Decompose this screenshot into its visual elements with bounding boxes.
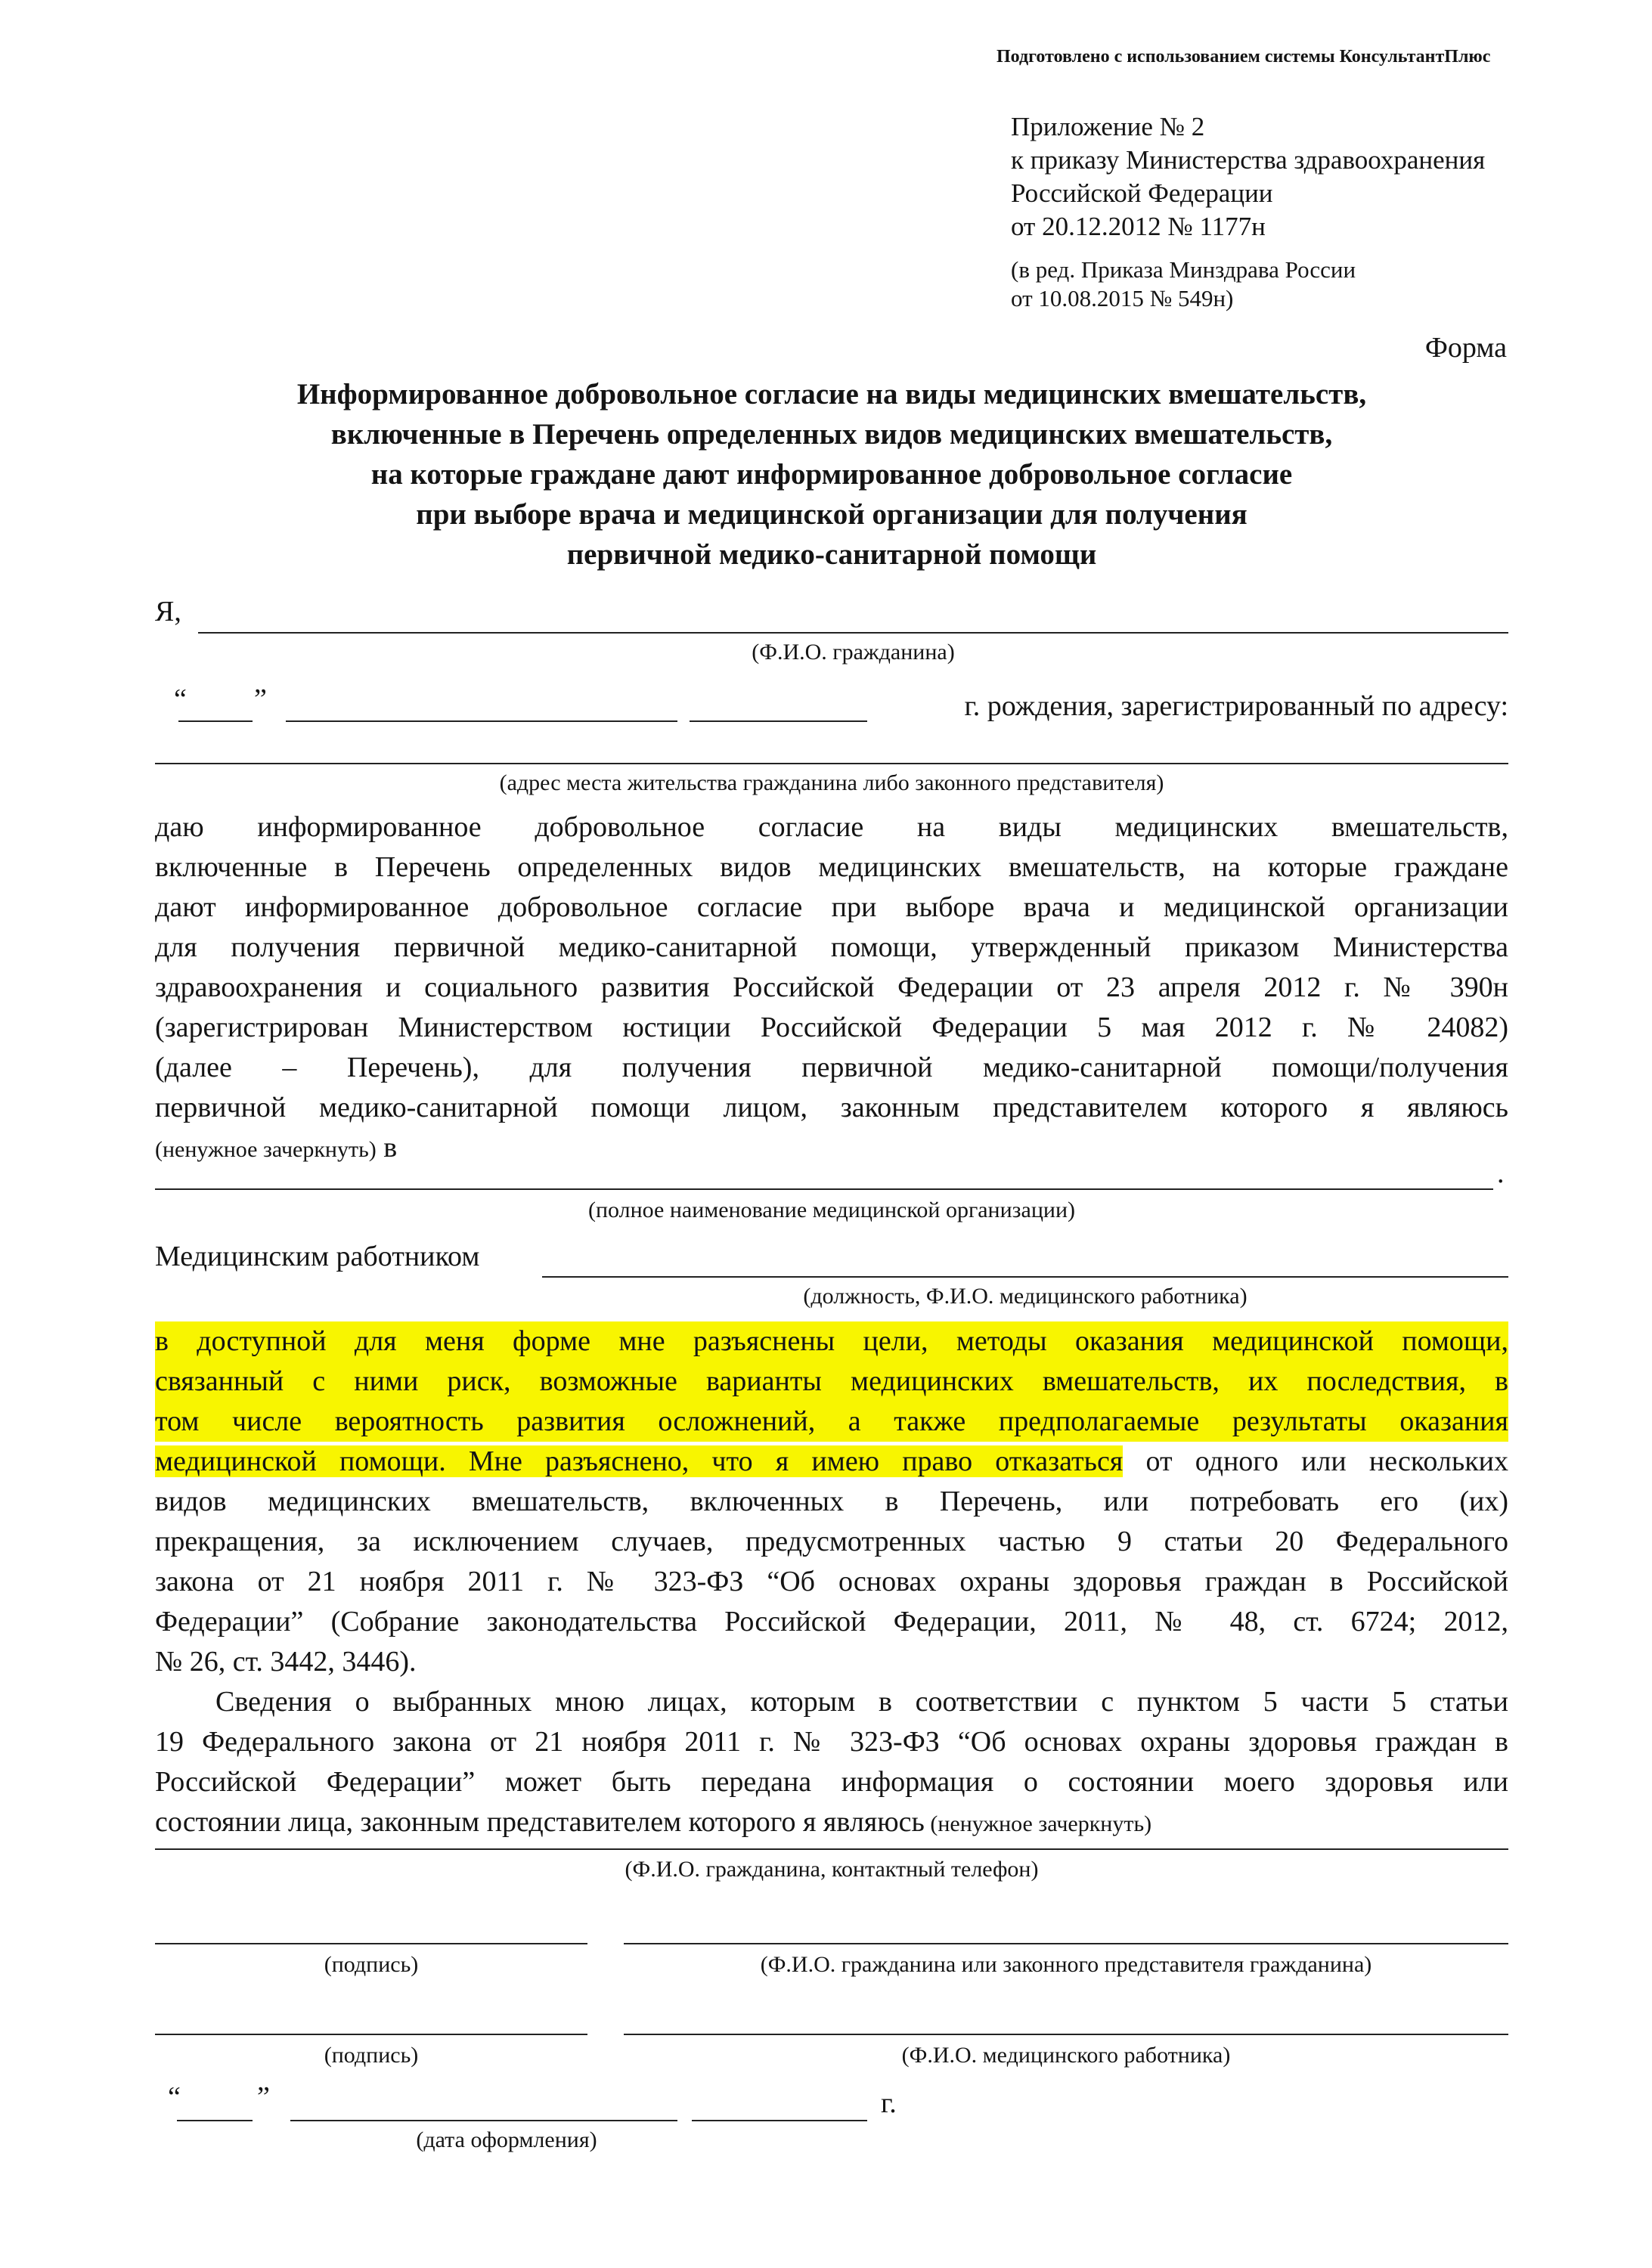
birth-year-line[interactable]: [690, 720, 867, 722]
paragraph-line: [155, 1128, 1508, 1168]
citizen-name-line[interactable]: [624, 1943, 1508, 1944]
paragraph-tail: в: [376, 1132, 398, 1163]
appendix-line: Приложение № 2: [1011, 112, 1205, 141]
address-caption: (адрес места жительства гражданина либо законного представителя): [499, 770, 1164, 795]
appendix-line: Российской Федерации: [1011, 178, 1273, 208]
citizen-signature-line[interactable]: [155, 1943, 587, 1944]
date-day-line[interactable]: [177, 2120, 253, 2121]
paragraph-fragment: Сведения о выбранных мною лицах, которым в соответствии с пунктом 5 части 5 статьи: [215, 1686, 1508, 1718]
paragraph-line: включенные в Перечень определенных видов медицинских вмешательств, на которые граждане: [155, 851, 1508, 883]
i-prefix: Я,: [155, 596, 181, 627]
paragraph-line: 19 Федерального закона от 21 ноября 2011 г. № 323-ФЗ “Об основах охраны здоровья граждан в: [155, 1726, 1508, 1758]
form-label: Форма: [1424, 332, 1507, 364]
paragraph-line: для получения первичной медико-санитарной помощи, утвержденный приказом Министерства: [155, 931, 1508, 963]
highlighted-fragment: медицинской помощи. Мне разъяснено, что я имею право отказаться: [155, 1445, 1124, 1477]
title-line: Информированное добровольное согласие на виды медицинских вмешательств,: [296, 378, 1367, 411]
signature-caption: (подпись): [324, 2043, 419, 2068]
explanation-paragraph: [155, 1321, 1508, 1682]
date-quote-open: “: [168, 2081, 181, 2113]
fio-caption: (Ф.И.О. гражданина): [752, 640, 955, 665]
consultant-header: [996, 47, 1490, 67]
organization-caption: (полное наименование медицинской организации): [587, 1198, 1075, 1222]
paragraph-line: [155, 1442, 1508, 1482]
address-input-line[interactable]: [155, 763, 1508, 764]
strike-note: (ненужное зачеркнуть): [155, 1137, 377, 1162]
consent-paragraph: [155, 807, 1508, 1168]
contact-input-line[interactable]: [155, 1848, 1508, 1850]
title-line: первичной медико-санитарной помощи: [566, 538, 1097, 571]
edition-note: [1011, 256, 1356, 313]
signature-caption: (подпись): [324, 1952, 419, 1977]
medworker-name-caption: (Ф.И.О. медицинского работника): [901, 2043, 1231, 2068]
paragraph-fragment: от одного или нескольких: [1123, 1445, 1508, 1477]
appendix-block: [1011, 110, 1485, 243]
prepared-prefix: Подготовлено с использованием системы: [996, 47, 1340, 67]
organization-dot: .: [1497, 1157, 1505, 1189]
paragraph-line: первичной медико-санитарной помощи лицом, законным представителем которого я являюсь: [155, 1092, 1508, 1123]
strike-note: (ненужное зачеркнуть): [924, 1811, 1152, 1836]
title-line: на которые граждане дают информированное добровольное согласие: [370, 458, 1293, 491]
paragraph-line: № 26, ст. 3442, 3446).: [155, 1646, 417, 1678]
edition-line: (в ред. Приказа Минздрава России: [1011, 256, 1356, 283]
title-line: включенные в Перечень определенных видов медицинских вмешательств,: [330, 418, 1333, 451]
medworker-input-line[interactable]: [542, 1276, 1508, 1278]
paragraph-line: Российской Федерации” может быть передана информация о состоянии моего здоровья или: [155, 1766, 1508, 1798]
paragraph-line: видов медицинских вмешательств, включенных в Перечень, или потребовать его (их): [155, 1486, 1508, 1517]
paragraph-line: закона от 21 ноября 2011 г. № 323-ФЗ “Об основах охраны здоровья граждан в Российской: [155, 1566, 1508, 1597]
paragraph-line: (далее – Перечень), для получения первичной медико-санитарной помощи/получения: [155, 1052, 1508, 1083]
paragraph-line: здравоохранения и социального развития Российской Федерации от 23 апреля 2012 г. № 390н: [155, 971, 1508, 1003]
birth-quote-close: ”: [254, 683, 267, 715]
birth-day-line[interactable]: [178, 720, 253, 722]
appendix-line: к приказу Министерства здравоохранения: [1011, 145, 1486, 175]
date-caption: (дата оформления): [416, 2127, 597, 2152]
document-title: [113, 374, 1550, 575]
paragraph-fragment: состоянии лица, законным представителем которого я являюсь: [155, 1806, 925, 1838]
paragraph-line: Федерации” (Собрание законодательства Российской Федерации, 2011, № 48, ст. 6724; 2012,: [155, 1606, 1508, 1637]
date-year-line[interactable]: [692, 2120, 867, 2121]
citizen-name-caption: (Ф.И.О. гражданина или законного представителя гражданина): [760, 1952, 1372, 1977]
prepared-brand: КонсультантПлюс: [1339, 47, 1491, 67]
date-quote-close: ”: [257, 2081, 270, 2113]
contact-caption: (Ф.И.О. гражданина, контактный телефон): [625, 1857, 1039, 1882]
date-month-line[interactable]: [290, 2120, 677, 2121]
year-suffix: г.: [881, 2087, 897, 2119]
title-line: при выборе врача и медицинской организации для получения: [416, 498, 1248, 531]
birth-month-line[interactable]: [286, 720, 677, 722]
appendix-line: от 20.12.2012 № 1177н: [1011, 212, 1266, 241]
paragraph-line: даю информированное добровольное согласие на виды медицинских вмешательств,: [155, 811, 1508, 843]
birth-quote-open: “: [174, 683, 187, 715]
organization-input-line[interactable]: [155, 1188, 1493, 1190]
medworker-caption: (должность, Ф.И.О. медицинского работника): [803, 1284, 1248, 1309]
medworker-name-line[interactable]: [624, 2034, 1508, 2035]
medworker-signature-line[interactable]: [155, 2034, 587, 2035]
paragraph-line: [155, 1802, 1508, 1842]
highlighted-line: в доступной для меня форме мне разъяснены цели, методы оказания медицинской помощи,: [155, 1321, 1508, 1362]
paragraph-line: [155, 1682, 1508, 1722]
paragraph-line: дают информированное добровольное согласие при выборе врача и медицинской организации: [155, 891, 1508, 923]
disclosure-paragraph: [155, 1682, 1508, 1842]
paragraph-line: (зарегистрирован Министерством юстиции Российской Федерации 5 мая 2012 г. № 24082): [155, 1012, 1508, 1043]
fio-input-line[interactable]: [198, 632, 1508, 634]
medworker-label: Медицинским работником: [155, 1241, 480, 1272]
paragraph-line: прекращения, за исключением случаев, предусмотренных частью 9 статьи 20 Федерального: [155, 1526, 1508, 1557]
birth-text: г. рождения, зарегистрированный по адресу:: [964, 690, 1508, 722]
edition-line: от 10.08.2015 № 549н): [1011, 285, 1234, 311]
highlighted-line: связанный с ними риск, возможные варианты медицинских вмешательств, их последствия, в: [155, 1362, 1508, 1402]
highlighted-line: том числе вероятность развития осложнений, а также предполагаемые результаты оказания: [155, 1402, 1508, 1442]
